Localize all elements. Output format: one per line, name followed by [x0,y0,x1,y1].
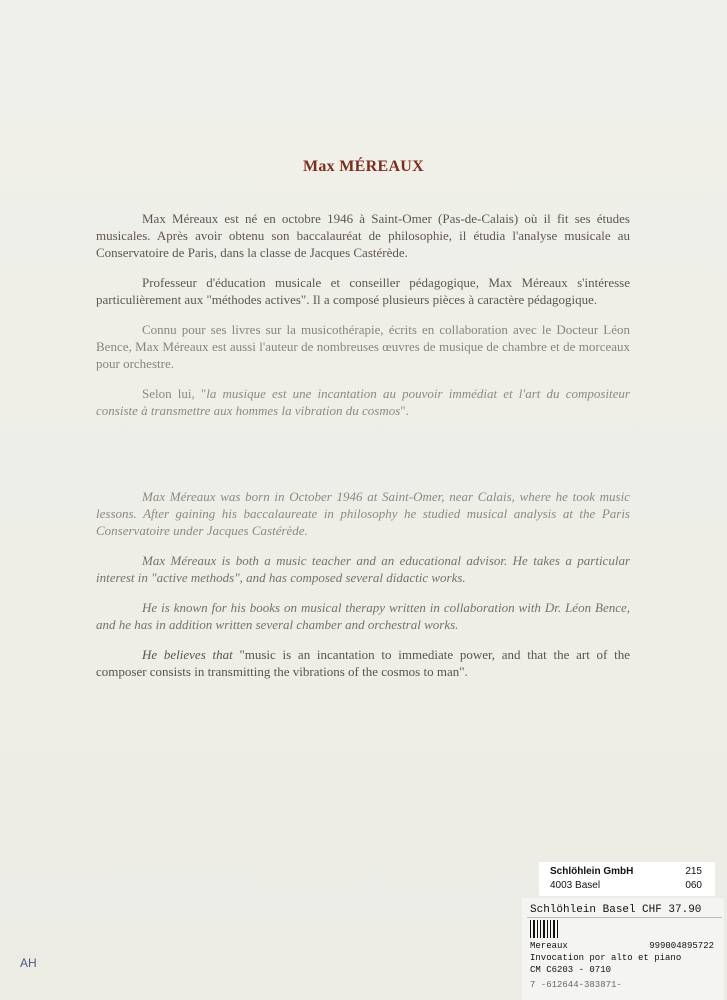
french-quote-end: ". [400,403,409,418]
english-quote-intro: He believes that [142,647,240,662]
shop-city: 4003 Basel [550,880,601,891]
shop-code-1: 215 [685,866,702,877]
sticker-divider [527,917,722,918]
sticker-ean: 999004895722 [649,941,714,951]
french-paragraph: Max Méreaux est né en octobre 1946 à Saint-Omer (Pas-de-Calais) où il fit ses études musicales. Après avoir obtenu son baccalauréat de philosophie, il étudia l'analyse musicale au Conservatoire de Paris, dans la classe de Jacques Castérède. [96,211,630,260]
french-paragraph: Connu pour ses livres sur la musicothérapie, écrits en collaboration avec le Docteur Léon Bence, Max Méreaux est aussi l'auteur de nombreuses œuvres de musique de chambre et de morceaux pour orchestre. [96,322,630,371]
shop-code-2: 060 [685,880,702,891]
french-quote-paragraph [96,385,630,419]
french-quote-intro: Selon lui, " [142,386,207,401]
english-paragraph: Max Méreaux is both a music teacher and an educational advisor. He takes a particular interest in "active methods", and has composed several didactic works. [96,553,630,585]
english-paragraph: Max Méreaux was born in October 1946 at Saint-Omer, near Calais, where he took music lessons. After gaining his baccalaureate in philosophy he studied musical analysis at the Paris Conservatoire under Jacques Castérède. [96,489,630,538]
sticker-work-title: Invocation por alto et piano [530,953,682,963]
sticker-isbn: 7 -612644-383871- [530,980,622,990]
price-sticker-shop: Schlöhlein Basel [530,904,636,916]
shop-name: Schlöhlein GmbH [550,866,634,877]
shop-sticker [539,862,715,896]
french-quote: la musique est une incantation au pouvoir immédiat et l'art du compositeur consiste à transmettre aux hommes la vibration du cosmos [96,386,630,418]
french-paragraph: Professeur d'éducation musicale et conseiller pédagogique, Max Méreaux s'intéresse particulièrement aux "méthodes actives". Il a composé plusieurs pièces à caractère pédagogique. [96,275,630,307]
sticker-catalog: CM C6203 - 0710 [530,965,612,975]
english-quote-paragraph [96,646,630,680]
corner-mark: AH [20,956,37,970]
price-sticker [522,898,724,1000]
page-title: Max MÉREAUX [302,158,425,175]
price-label: CHF 37.90 [642,904,702,916]
sticker-composer: Mereaux [530,941,568,951]
barcode-icon [530,920,718,938]
english-biography [96,488,630,680]
english-quote: "music is an incantation to immediate power, and that the art of the composer consists in transmitting the vibrations of the cosmos to man". [96,647,630,679]
french-biography [96,210,630,419]
english-paragraph: He is known for his books on musical therapy written in collaboration with Dr. Léon Bence, and he has in addition written several chamber and orchestral works. [96,600,630,632]
